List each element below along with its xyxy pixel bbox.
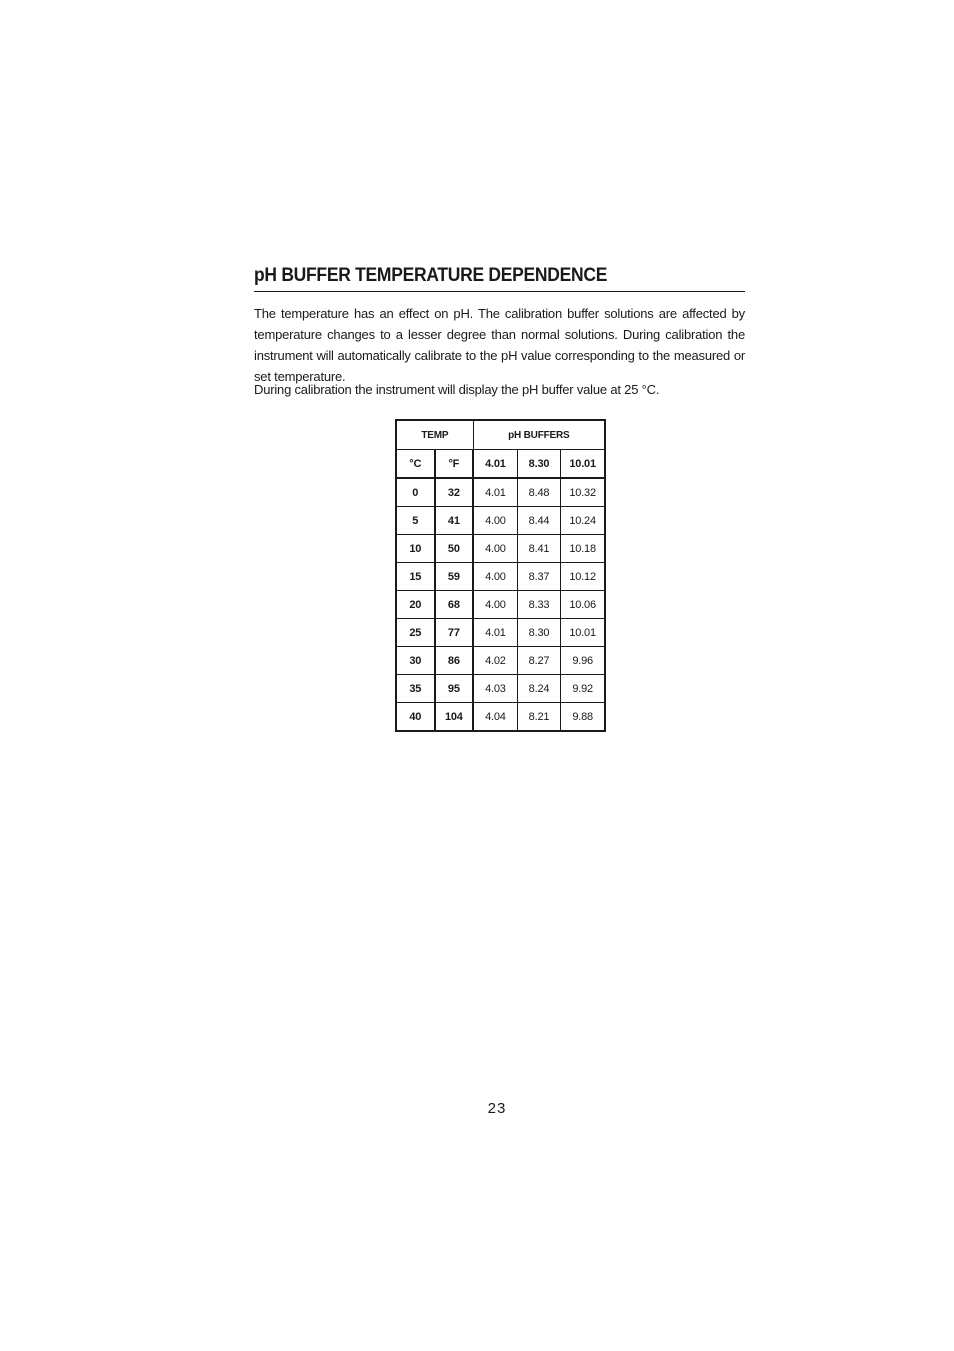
buffer-830-header: 8.30 <box>517 450 561 479</box>
celsius-cell: 10 <box>396 535 435 563</box>
fahrenheit-cell: 77 <box>435 619 474 647</box>
buffer-830-cell: 8.24 <box>517 675 561 703</box>
table-row <box>396 675 605 703</box>
calibration-note: During calibration the instrument will display the pH buffer value at 25 °C. <box>254 382 660 397</box>
fahrenheit-cell: 86 <box>435 647 474 675</box>
celsius-cell: 20 <box>396 591 435 619</box>
table-row <box>396 563 605 591</box>
buffer-401-header: 4.01 <box>473 450 517 479</box>
table-column-header-row <box>396 450 605 479</box>
buffer-830-cell: 8.21 <box>517 703 561 732</box>
table-row <box>396 647 605 675</box>
buffer-1001-cell: 9.92 <box>561 675 605 703</box>
table-row <box>396 619 605 647</box>
page-number: 23 <box>487 1100 507 1117</box>
fahrenheit-cell: 50 <box>435 535 474 563</box>
fahrenheit-cell: 104 <box>435 703 474 732</box>
buffer-401-cell: 4.00 <box>473 591 517 619</box>
buffer-830-cell: 8.37 <box>517 563 561 591</box>
ph-buffer-table <box>395 419 606 732</box>
buffer-1001-cell: 9.96 <box>561 647 605 675</box>
buffer-1001-cell: 10.24 <box>561 507 605 535</box>
buffer-1001-cell: 10.32 <box>561 478 605 507</box>
buffer-401-cell: 4.00 <box>473 507 517 535</box>
celsius-cell: 0 <box>396 478 435 507</box>
page-title: pH BUFFER TEMPERATURE DEPENDENCE <box>254 265 608 286</box>
buffer-830-cell: 8.41 <box>517 535 561 563</box>
title-divider <box>254 291 745 292</box>
table-row <box>396 703 605 732</box>
celsius-cell: 15 <box>396 563 435 591</box>
fahrenheit-cell: 41 <box>435 507 474 535</box>
buffer-830-cell: 8.27 <box>517 647 561 675</box>
buffer-401-cell: 4.04 <box>473 703 517 732</box>
buffer-401-cell: 4.01 <box>473 619 517 647</box>
table-row <box>396 591 605 619</box>
fahrenheit-cell: 32 <box>435 478 474 507</box>
buffer-830-cell: 8.30 <box>517 619 561 647</box>
temp-group-header: TEMP <box>396 420 473 450</box>
celsius-header: °C <box>396 450 435 479</box>
table-row <box>396 478 605 507</box>
buffer-830-cell: 8.33 <box>517 591 561 619</box>
buffer-401-cell: 4.01 <box>473 478 517 507</box>
intro-paragraph: The temperature has an effect on pH. The calibration buffer solutions are affected by temperature changes to a lesser degree than normal solutions. During calibration the instrument will automatically calibrate to the pH value corresponding to the measured or set temperature. <box>254 306 745 384</box>
table-group-header-row <box>396 420 605 450</box>
buffer-1001-cell: 10.12 <box>561 563 605 591</box>
buffer-401-cell: 4.00 <box>473 535 517 563</box>
celsius-cell: 5 <box>396 507 435 535</box>
buffer-830-cell: 8.44 <box>517 507 561 535</box>
buffer-1001-cell: 9.88 <box>561 703 605 732</box>
fahrenheit-cell: 95 <box>435 675 474 703</box>
table-row <box>396 535 605 563</box>
fahrenheit-cell: 59 <box>435 563 474 591</box>
buffer-1001-cell: 10.01 <box>561 619 605 647</box>
buffer-1001-header: 10.01 <box>561 450 605 479</box>
table-row <box>396 507 605 535</box>
buffer-1001-cell: 10.06 <box>561 591 605 619</box>
buffer-830-cell: 8.48 <box>517 478 561 507</box>
buffer-401-cell: 4.00 <box>473 563 517 591</box>
buffer-401-cell: 4.02 <box>473 647 517 675</box>
fahrenheit-header: °F <box>435 450 474 479</box>
buffer-401-cell: 4.03 <box>473 675 517 703</box>
celsius-cell: 25 <box>396 619 435 647</box>
celsius-cell: 35 <box>396 675 435 703</box>
fahrenheit-cell: 68 <box>435 591 474 619</box>
buffer-1001-cell: 10.18 <box>561 535 605 563</box>
celsius-cell: 40 <box>396 703 435 732</box>
celsius-cell: 30 <box>396 647 435 675</box>
ph-buffers-group-header: pH BUFFERS <box>473 420 605 450</box>
